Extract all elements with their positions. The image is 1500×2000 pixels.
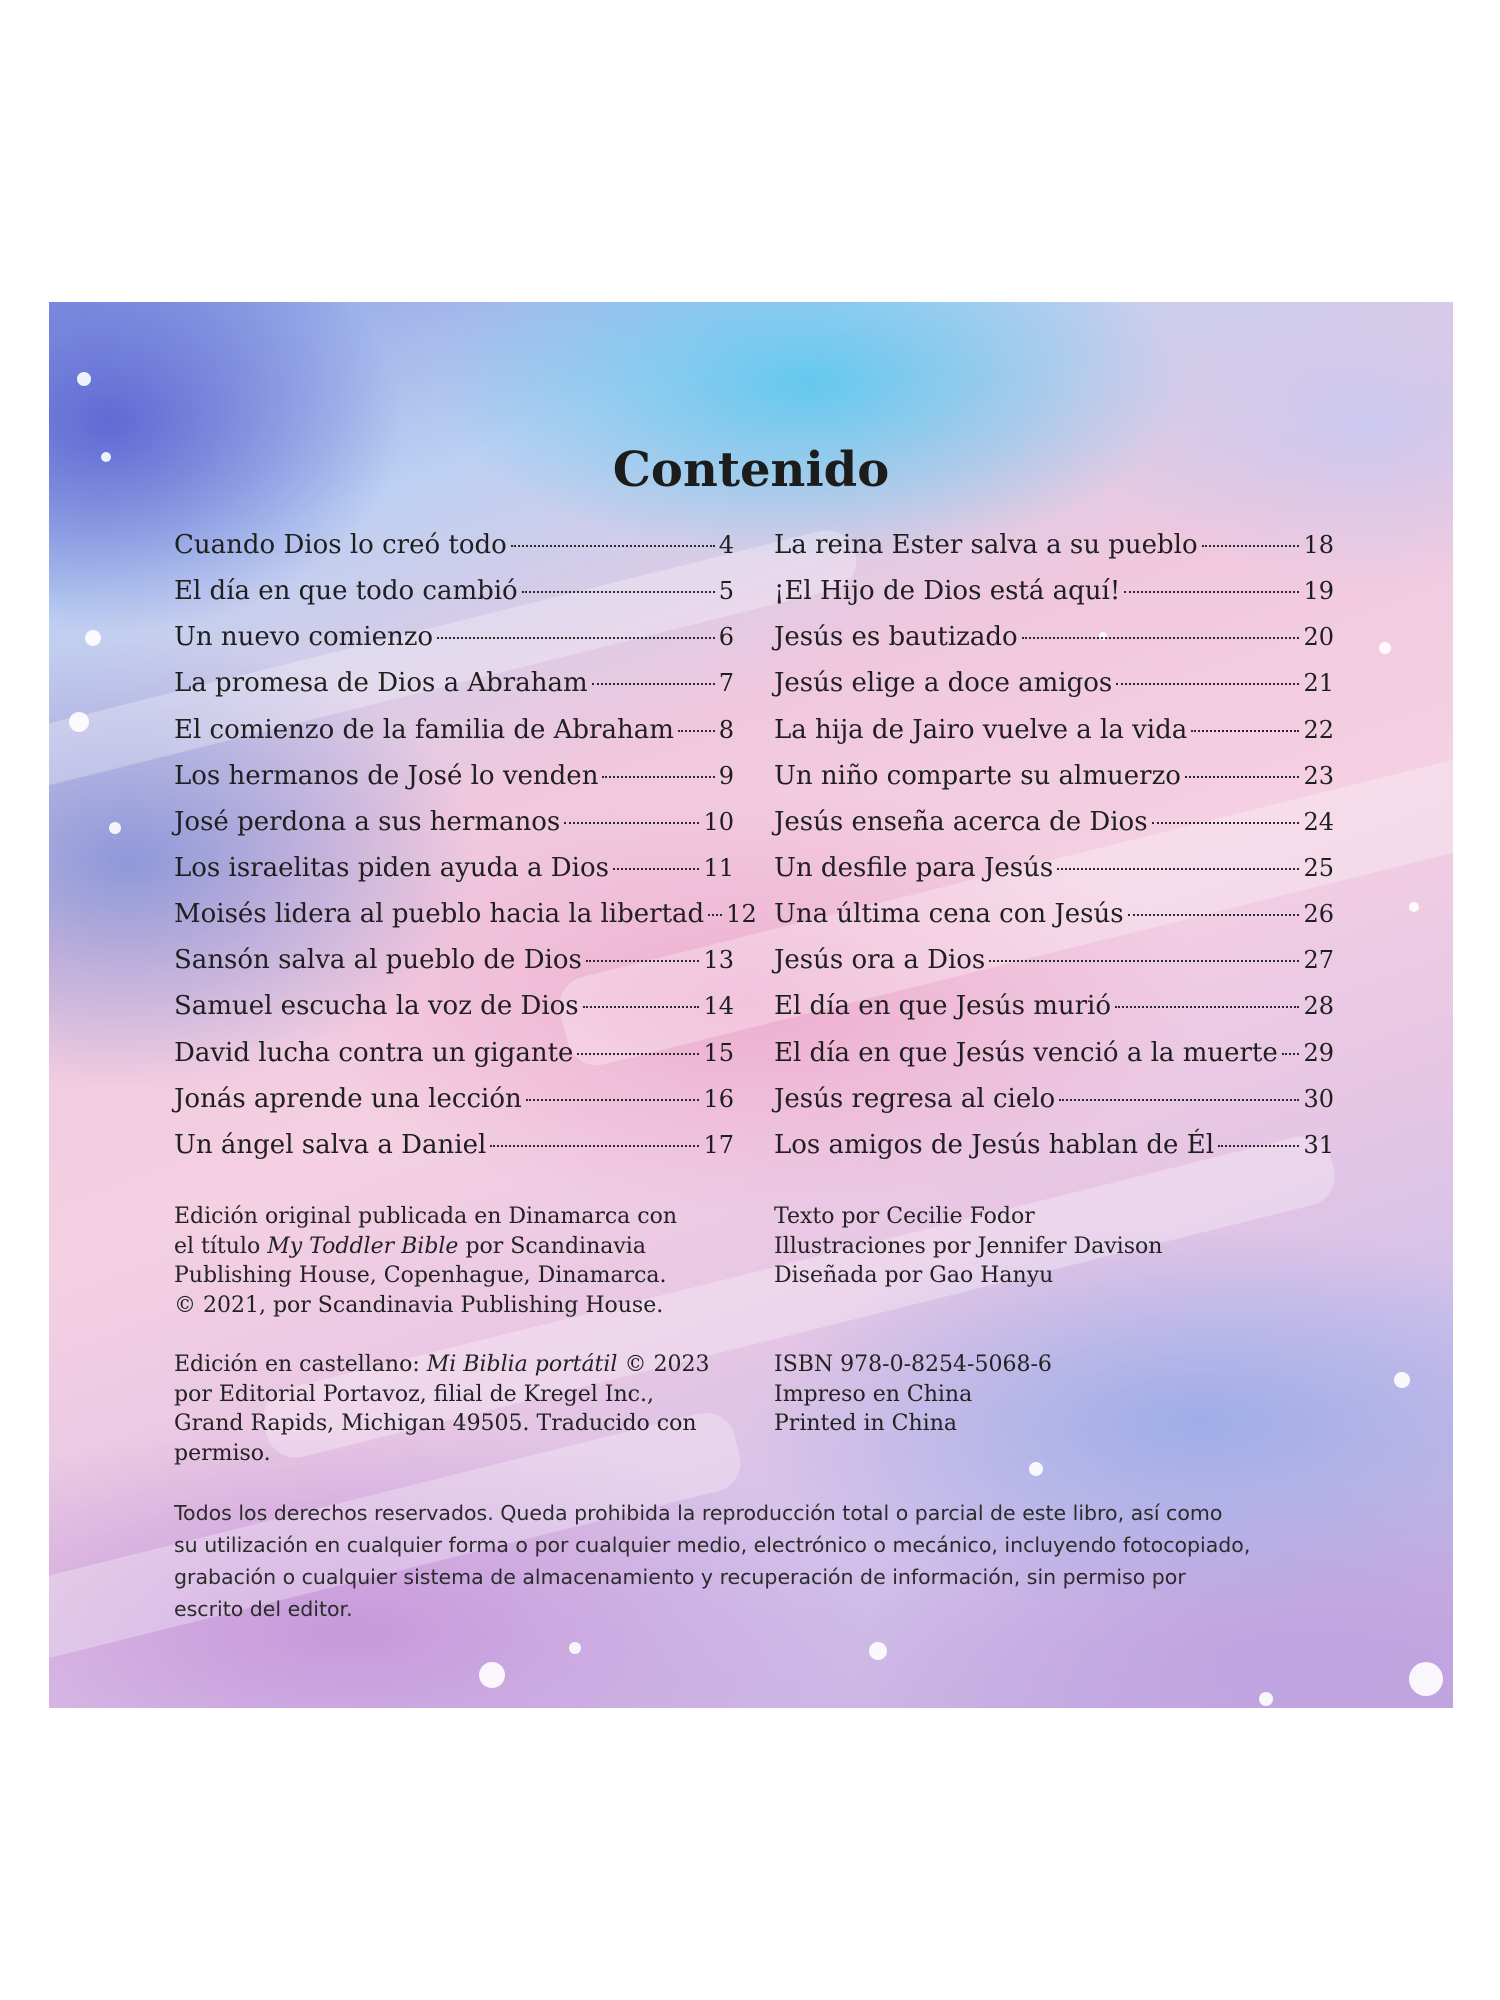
- toc-entry-page: 29: [1303, 1038, 1334, 1067]
- toc-entry-page: 27: [1303, 946, 1334, 975]
- toc-entry-title: Jonás aprende una lección: [174, 1083, 522, 1114]
- toc-entry-page: 21: [1303, 669, 1334, 698]
- toc-entry-page: 12: [726, 900, 757, 929]
- toc-entry: [174, 622, 734, 668]
- toc-entry-title: David lucha contra un gigante: [174, 1037, 574, 1068]
- printed-in-en: Printed in China: [774, 1411, 957, 1436]
- sparkle-dot: [479, 1662, 505, 1688]
- toc-entry-page: 20: [1303, 623, 1334, 652]
- toc-entry: [774, 899, 1334, 945]
- sparkle-dot: [869, 1642, 887, 1660]
- dot-leader: [989, 960, 1299, 962]
- isbn: ISBN 978-0-8254-5068-6: [774, 1352, 1052, 1377]
- book-page: [49, 302, 1453, 1708]
- toc-entry-title: Cuando Dios lo creó todo: [174, 530, 507, 560]
- toc-column-left: [174, 530, 757, 1176]
- toc-entry-page: 9: [718, 761, 734, 790]
- original-edition-credits: [174, 1202, 734, 1320]
- toc-entry: [774, 530, 1334, 576]
- dot-leader: [564, 822, 699, 824]
- credit-text: © 2023: [617, 1352, 710, 1377]
- dot-leader: [437, 637, 715, 639]
- toc-entry-page: 30: [1303, 1084, 1334, 1113]
- credit-line: [174, 1232, 734, 1262]
- dot-leader: [1057, 868, 1299, 870]
- dot-leader: [1191, 730, 1299, 732]
- dot-leader: [490, 1145, 699, 1147]
- sparkle-dot: [85, 630, 101, 646]
- toc-entry: [174, 530, 734, 576]
- toc-entry: [174, 1084, 734, 1130]
- toc-entry-title: Un ángel salva a Daniel: [174, 1129, 487, 1160]
- rights-line: Todos los derechos reservados. Queda prohibida la reproducción total o parcial de este libro, así como: [174, 1501, 1223, 1525]
- illustrator: Illustraciones por Jennifer Davison: [774, 1233, 1163, 1259]
- toc-entry-title: El día en que Jesús murió: [774, 991, 1112, 1022]
- dot-leader: [678, 730, 715, 732]
- toc-entry-page: 28: [1303, 992, 1334, 1021]
- toc-entry-page: 19: [1303, 577, 1334, 606]
- printed-in-es: Impreso en China: [774, 1381, 973, 1407]
- toc-entry-title: Una última cena con Jesús: [774, 899, 1124, 930]
- sparkle-dot: [109, 822, 121, 834]
- toc-entry-title: Jesús enseña acerca de Dios: [774, 806, 1148, 837]
- dot-leader: [1218, 1145, 1299, 1147]
- toc-entry-title: Jesús es bautizado: [774, 622, 1018, 653]
- rights-line: su utilización en cualquier forma o por cualquier medio, electrónico o mecánico, incluyendo fotocopiado,: [174, 1533, 1251, 1557]
- toc-entry: [174, 1038, 734, 1084]
- sparkle-dot: [1259, 1692, 1273, 1706]
- toc-entry-title: Los amigos de Jesús hablan de Él: [774, 1129, 1215, 1160]
- toc-entry-title: La promesa de Dios a Abraham: [174, 668, 588, 699]
- toc-entry: [774, 1084, 1334, 1130]
- toc-entry-title: Jesús ora a Dios: [774, 945, 986, 976]
- toc-entry-page: 18: [1303, 531, 1334, 559]
- dot-leader: [1152, 822, 1300, 824]
- toc-entry-page: 13: [703, 946, 734, 975]
- dot-leader: [583, 1006, 700, 1008]
- toc-entry-page: 24: [1303, 807, 1334, 836]
- credit-line: Publishing House, Copenhague, Dinamarca.: [174, 1263, 667, 1288]
- dot-leader: [1059, 1099, 1299, 1101]
- toc-entry-page: 31: [1303, 1130, 1334, 1159]
- spanish-title: Mi Biblia portátil: [426, 1352, 618, 1377]
- toc-entry-title: Un niño comparte su almuerzo: [774, 760, 1181, 791]
- toc-entry-page: 14: [703, 992, 734, 1021]
- toc-entry-title: ¡El Hijo de Dios está aquí!: [774, 576, 1121, 607]
- isbn-block: [774, 1350, 1334, 1439]
- dot-leader: [1282, 1053, 1300, 1055]
- toc-entry-page: 17: [703, 1130, 734, 1159]
- toc-entry: [774, 1038, 1334, 1084]
- toc-entry: [774, 715, 1334, 761]
- toc-column-right: [774, 530, 1334, 1176]
- toc-entry-page: 15: [703, 1038, 734, 1067]
- toc-entry: [174, 899, 757, 945]
- sparkle-dot: [69, 712, 89, 732]
- dot-leader: [592, 683, 715, 685]
- sparkle-dot: [77, 372, 91, 386]
- sparkle-dot: [1409, 1662, 1443, 1696]
- credit-line: por Editorial Portavoz, filial de Kregel Inc.,: [174, 1381, 654, 1407]
- sparkle-dot: [569, 1642, 581, 1654]
- page-title: Contenido: [612, 442, 890, 498]
- credit-text: el título: [174, 1233, 268, 1259]
- credit-line: Grand Rapids, Michigan 49505. Traducido con: [174, 1411, 697, 1436]
- toc-entry-title: Sansón salva al pueblo de Dios: [174, 945, 582, 976]
- toc-entry-title: José perdona a sus hermanos: [174, 806, 561, 837]
- toc-entry: [774, 761, 1334, 807]
- dot-leader: [708, 914, 722, 916]
- toc-entry-page: 7: [718, 669, 734, 698]
- dot-leader: [577, 1053, 699, 1055]
- toc-entry: [174, 576, 734, 622]
- toc-entry: [174, 668, 734, 714]
- toc-entry-page: 5: [718, 577, 734, 606]
- credit-line: [174, 1350, 734, 1380]
- toc-entry: [774, 853, 1334, 899]
- credit-line: Edición original publicada en Dinamarca con: [174, 1204, 678, 1229]
- rights-notice: [174, 1497, 1364, 1625]
- sparkle-dot: [1029, 1462, 1043, 1476]
- toc-entry-page: 16: [703, 1084, 734, 1113]
- dot-leader: [1022, 637, 1300, 639]
- rights-line: escrito del editor.: [174, 1597, 353, 1621]
- toc-entry-title: Un desfile para Jesús: [774, 852, 1054, 883]
- toc-entry-title: Moisés lidera al pueblo hacia la libertad: [174, 899, 705, 930]
- toc-entry: [174, 945, 734, 991]
- toc-entry-page: 26: [1303, 900, 1334, 929]
- dot-leader: [1185, 776, 1300, 778]
- toc-entry-title: El comienzo de la familia de Abraham: [174, 714, 674, 745]
- dot-leader: [613, 868, 699, 870]
- toc-entry-title: La hija de Jairo vuelve a la vida: [774, 714, 1188, 745]
- toc-entry: [174, 715, 734, 761]
- toc-entry-title: El día en que Jesús venció a la muerte: [774, 1037, 1278, 1068]
- dot-leader: [1115, 1006, 1299, 1008]
- credit-text: por Scandinavia: [458, 1233, 646, 1259]
- dot-leader: [511, 545, 715, 547]
- toc-entry: [774, 668, 1334, 714]
- toc-entry-page: 4: [718, 531, 734, 559]
- toc-entry: [174, 1130, 734, 1176]
- dot-leader: [522, 591, 715, 593]
- dot-leader: [1116, 683, 1299, 685]
- spanish-edition-credits: [174, 1350, 734, 1468]
- toc-entry-title: Los israelitas piden ayuda a Dios: [174, 852, 609, 883]
- toc-entry-page: 25: [1303, 853, 1334, 882]
- toc-entry: [174, 807, 734, 853]
- dot-leader: [602, 776, 714, 778]
- dot-leader: [1124, 591, 1299, 593]
- toc-entry-title: Samuel escucha la voz de Dios: [174, 991, 579, 1022]
- credit-text: Edición en castellano:: [174, 1352, 427, 1377]
- toc-entry-title: Jesús elige a doce amigos: [774, 668, 1113, 699]
- dot-leader: [586, 960, 700, 962]
- dot-leader: [526, 1099, 700, 1101]
- toc-entry: [174, 761, 734, 807]
- dot-leader: [1202, 545, 1300, 547]
- toc-entry-title: La reina Ester salva a su pueblo: [774, 530, 1198, 560]
- dot-leader: [1128, 914, 1300, 916]
- sparkle-dot: [1394, 1372, 1410, 1388]
- toc-entry-page: 23: [1303, 761, 1334, 790]
- toc-entry-title: Los hermanos de José lo venden: [174, 760, 599, 791]
- toc-entry: [774, 1130, 1334, 1176]
- author-credits: [774, 1202, 1334, 1291]
- toc-entry: [174, 853, 734, 899]
- toc-entry-page: 8: [718, 715, 734, 744]
- credit-line: © 2021, por Scandinavia Publishing House.: [174, 1292, 664, 1318]
- rights-line: grabación o cualquier sistema de almacenamiento y recuperación de información, sin permiso por: [174, 1565, 1186, 1589]
- credit-line: permiso.: [174, 1440, 271, 1466]
- toc-entry-page: 22: [1303, 715, 1334, 744]
- toc-entry: [774, 991, 1334, 1037]
- text-author: Texto por Cecilie Fodor: [774, 1204, 1035, 1229]
- sparkle-dot: [1379, 642, 1391, 654]
- sparkle-dot: [1409, 902, 1419, 912]
- toc-entry-page: 11: [703, 853, 734, 882]
- toc-entry: [774, 945, 1334, 991]
- toc-entry-title: Jesús regresa al cielo: [774, 1083, 1056, 1114]
- designer: Diseñada por Gao Hanyu: [774, 1263, 1054, 1288]
- toc-entry: [174, 991, 734, 1037]
- toc-entry-page: 6: [718, 623, 734, 652]
- original-title: My Toddler Bible: [267, 1233, 459, 1259]
- toc-entry-title: Un nuevo comienzo: [174, 622, 434, 653]
- toc-entry: [774, 576, 1334, 622]
- toc-entry-title: El día en que todo cambió: [174, 576, 518, 607]
- toc-entry-page: 10: [703, 807, 734, 836]
- toc-entry: [774, 807, 1334, 853]
- toc-entry: [774, 622, 1334, 668]
